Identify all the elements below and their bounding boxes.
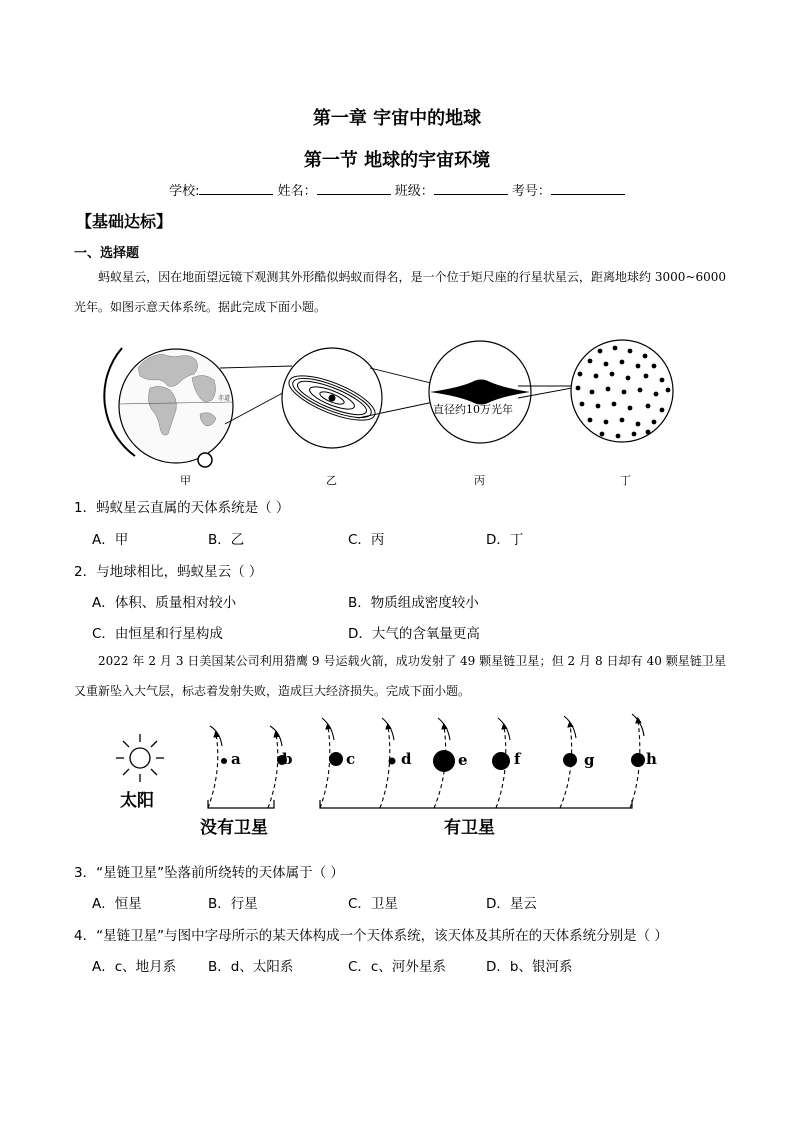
letter-e: e: [458, 751, 468, 769]
has-satellite-label: 有卫星: [444, 818, 495, 838]
q3-option-c[interactable]: C．卫星: [348, 896, 398, 912]
q4-option-c[interactable]: C．c、河外星系: [348, 959, 446, 975]
galaxy-diameter-note: 直径约10万光年: [433, 403, 513, 416]
passage-1: 蚂蚁星云，因在地面望远镜下观测其外形酷似蚂蚁而得名，是一个位于矩尺座的行星状星云，距离地球约 3000~6000 光年。如图示意天体系统。据此完成下面小题。: [74, 270, 726, 314]
q2-option-d[interactable]: D．大气的含氧量更高: [348, 626, 480, 642]
sun-label: 太阳: [120, 791, 154, 811]
name-label: 姓名：: [277, 184, 317, 199]
planet-d: [389, 758, 396, 765]
sun-icon: [116, 734, 164, 782]
q1-option-b[interactable]: B．乙: [208, 532, 245, 548]
passage-2: 2022 年 2 月 3 日美国某公司利用猎鹰 9 号运载火箭，成功发射了 49 颗星链卫星；但 2 月 8 日却有 40 颗星链卫星又重新坠入大气层，标志着发射失败，造成巨大经济损失。完成下面小题。: [74, 654, 726, 698]
letter-f: f: [514, 750, 521, 768]
subsection-heading: 一、选择题: [74, 246, 140, 261]
exam-no-field[interactable]: [551, 182, 625, 195]
planet-c: [329, 752, 343, 766]
chapter-title: 第一章 宇宙中的地球: [312, 108, 482, 129]
class-field[interactable]: [434, 182, 508, 195]
section-title: 第一节 地球的宇宙环境: [303, 150, 491, 171]
universe-circle: [571, 340, 673, 442]
question-4-stem: 4．“星链卫星”与图中字母所示的某天体构成一个天体系统，该天体及其所在的天体系统分别是（ ）: [74, 928, 668, 944]
letter-g: g: [584, 751, 595, 769]
letter-b: b: [282, 750, 293, 768]
name-field[interactable]: [317, 182, 391, 195]
moon: [198, 453, 212, 467]
q4-option-b[interactable]: B．d、太阳系: [208, 959, 294, 975]
no-satellite-bracket: [208, 800, 274, 808]
q2-option-c[interactable]: C．由恒星和行星构成: [92, 626, 223, 642]
has-satellite-bracket: [320, 800, 632, 808]
planet-h: [631, 753, 645, 767]
label-jia: 甲: [180, 474, 191, 487]
letter-c: c: [346, 750, 356, 768]
question-2-stem: 2．与地球相比，蚂蚁星云（ ）: [74, 564, 263, 580]
letter-d: d: [401, 750, 412, 768]
q2-option-a[interactable]: A．体积、质量相对较小: [92, 595, 237, 611]
question-1-stem: 1．蚂蚁星云直属的天体系统是（ ）: [74, 500, 290, 516]
planet-f: [492, 752, 510, 770]
section-heading: 【基础达标】: [76, 212, 173, 231]
no-satellite-label: 没有卫星: [200, 818, 268, 838]
exam-no-label: 考号：: [511, 184, 551, 199]
q4-option-d[interactable]: D．b、银河系: [486, 959, 573, 975]
solar-system-circle: [282, 348, 382, 448]
q4-option-a[interactable]: A．c、地月系: [92, 959, 177, 975]
planet-g: [563, 753, 577, 767]
q1-option-d[interactable]: D．丁: [486, 532, 524, 548]
planet-e: [433, 750, 455, 772]
q1-option-c[interactable]: C．丙: [348, 532, 385, 548]
school-field[interactable]: [199, 182, 273, 195]
letter-a: a: [231, 750, 241, 768]
celestial-systems-figure: [100, 326, 700, 492]
equator-tag: 赤道: [218, 395, 231, 402]
student-info-line: [0, 180, 794, 199]
q3-option-b[interactable]: B．行星: [208, 896, 258, 912]
label-yi: 乙: [326, 474, 337, 487]
label-bing: 丙: [474, 474, 485, 487]
q1-option-a[interactable]: A．甲: [92, 532, 129, 548]
earth-globe: [104, 348, 233, 467]
q3-option-a[interactable]: A．恒星: [92, 896, 142, 912]
q2-option-b[interactable]: B．物质组成密度较小: [348, 595, 479, 611]
question-3-stem: 3．“星链卫星”坠落前所绕转的天体属于（ ）: [74, 865, 344, 881]
label-ding: 丁: [620, 474, 631, 487]
planets-satellites-figure: [110, 712, 670, 842]
galaxy-circle: [429, 341, 531, 443]
q3-option-d[interactable]: D．星云: [486, 896, 537, 912]
school-label: 学校:: [169, 184, 200, 199]
letter-h: h: [646, 750, 657, 768]
class-label: 班级：: [394, 184, 434, 199]
planet-a: [221, 758, 227, 764]
